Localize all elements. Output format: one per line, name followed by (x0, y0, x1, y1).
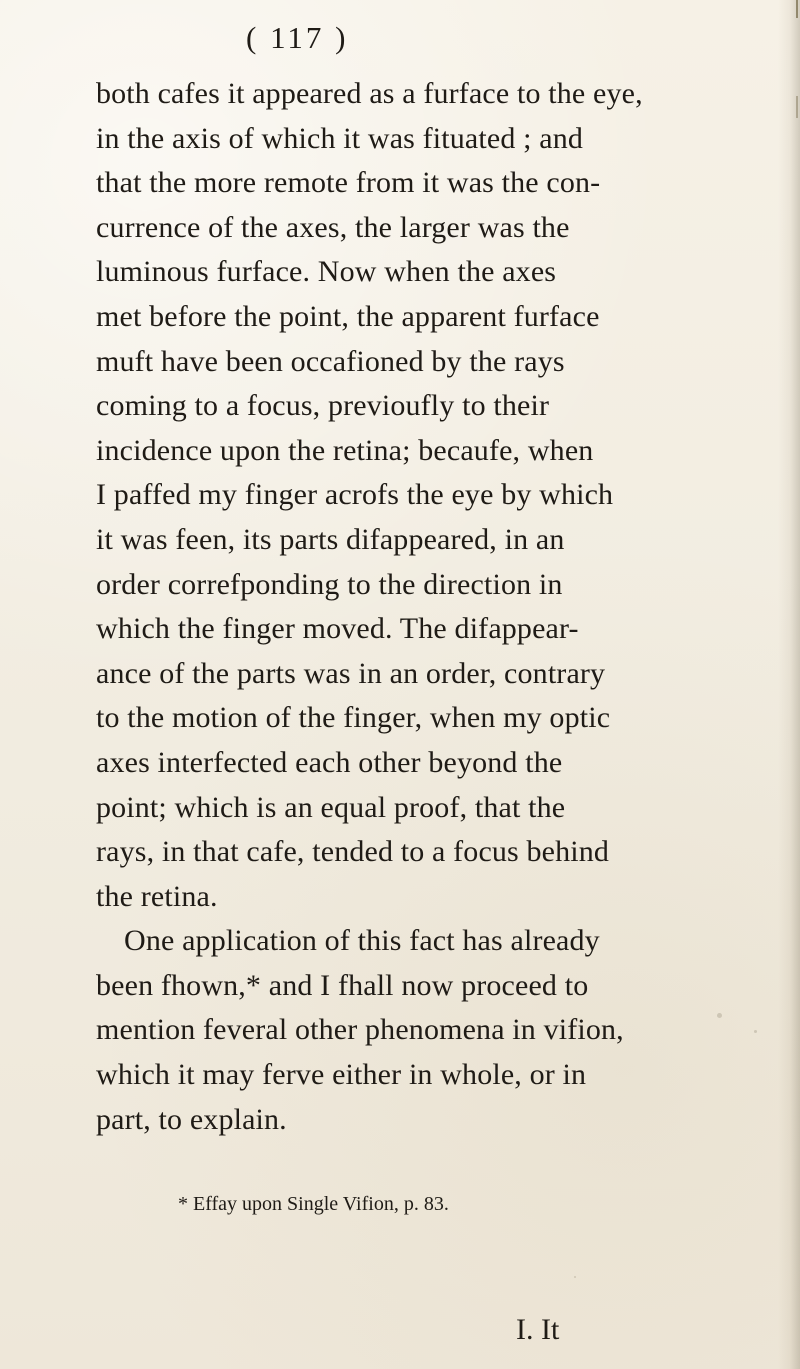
text-line: axes interfected each other beyond the (96, 745, 563, 779)
page-edge-mark (796, 0, 798, 18)
paper-speck (574, 1276, 576, 1278)
paper-speck (717, 1013, 722, 1018)
text-line: point; which is an equal proof, that the (96, 790, 566, 824)
text-line: which the finger moved. The difappear- (96, 612, 579, 646)
catchword: I. It (516, 1313, 560, 1346)
text-line: One application of this fact has already (124, 924, 600, 958)
text-line: the retina. (96, 879, 218, 913)
text-line: coming to a focus, previoufly to their (96, 389, 550, 423)
text-line: mention feveral other phenomena in vifion, (96, 1013, 624, 1047)
text-line: rays, in that cafe, tended to a focus behind (96, 835, 610, 869)
footnote: * Effay upon Single Vifion, p. 83. (178, 1193, 449, 1216)
text-line: muft have been occafioned by the rays (96, 344, 565, 378)
paper-speck (754, 1030, 757, 1033)
running-head: ( 117 ) (246, 20, 349, 55)
text-line: been fhown,* and I fhall now proceed to (96, 968, 589, 1002)
text-line: order correfponding to the direction in (96, 567, 563, 601)
text-line: both cafes it appeared as a furface to the eye, (96, 77, 643, 110)
text-block (96, 18, 696, 1218)
text-line: in the axis of which it was fituated ; and (96, 121, 584, 155)
text-line: to the motion of the finger, when my optic (96, 701, 611, 735)
text-line: ance of the parts was in an order, contrary (96, 656, 606, 690)
text-line: which it may ferve either in whole, or in (96, 1058, 587, 1092)
text-line: part, to explain. (96, 1102, 287, 1136)
text-line: I paffed my finger acrofs the eye by which (96, 478, 614, 512)
text-line: luminous furface. Now when the axes (96, 255, 557, 289)
text-line: that the more remote from it was the con- (96, 166, 601, 200)
text-line: it was feen, its parts difappeared, in an (96, 522, 565, 556)
text-line: met before the point, the apparent furface (96, 299, 600, 333)
page-edge-shadow (778, 0, 800, 1369)
text-line: incidence upon the retina; becaufe, when (96, 433, 594, 467)
page-edge-mark (796, 96, 798, 118)
text-line: currence of the axes, the larger was the (96, 210, 570, 244)
